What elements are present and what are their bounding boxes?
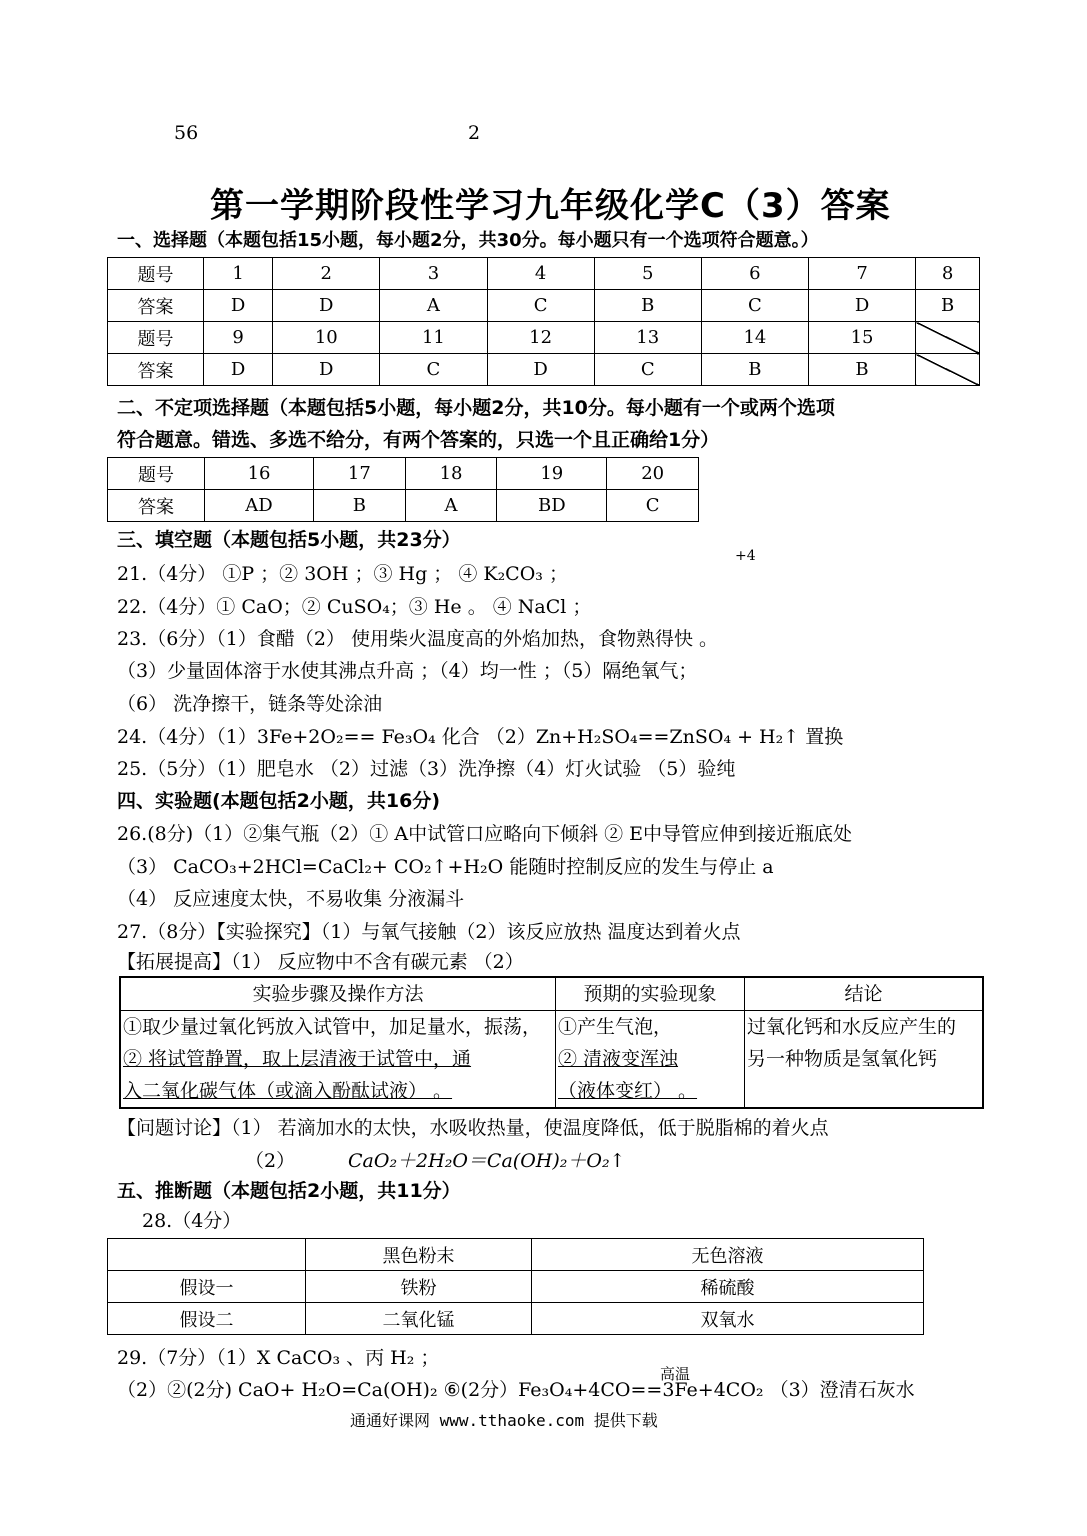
question-cell: 11 [380,322,487,354]
answer-q26-line3: （4） 反应速度太快，不易收集 分液漏斗 [117,888,465,910]
section3-heading: 三、填空题（本题包括5小题，共23分） [117,529,461,551]
table-cell: 铁粉 [306,1271,532,1303]
answer-row [108,354,980,386]
answer-cell: B [808,354,915,386]
question-cell: 19 [497,458,607,490]
answer-row [108,290,980,322]
answer-cell: D [808,290,915,322]
question-cell: 9 [204,322,273,354]
answer-q27-line4-label: （2） [245,1150,296,1172]
table-header-cell: 黑色粉末 [306,1239,532,1271]
page-number-right: 2 [468,122,481,144]
table-cell: 二氧化锰 [306,1303,532,1335]
multi-choice-answer-table [107,457,699,522]
answer-cell: C [701,290,808,322]
question-cell: 13 [594,322,701,354]
answer-q27-line1: 27.（8分）【实验探究】（1）与氧气接触（2）该反应放热 温度达到着火点 [117,921,741,943]
page-number-left: 56 [174,122,199,144]
section5-heading: 五、推断题（本题包括2小题，共11分） [117,1180,461,1202]
answer-cell: C [380,354,487,386]
question-cell: 8 [916,258,980,290]
inference-table [107,1238,924,1335]
question-cell: 2 [273,258,380,290]
row-label: 题号 [108,458,205,490]
answer-cell: D [204,354,273,386]
answer-cell: D [273,290,380,322]
answer-q22: 22.（4分）① CaO；② CuSO₄；③ He 。 ④ NaCl ； [117,596,592,618]
answer-cell: A [405,490,497,522]
answer-q27-equation: CaO₂＋2H₂O＝Ca(OH)₂＋O₂↑ [348,1150,626,1172]
question-row [108,458,699,490]
document-title: 第一学期阶段性学习九年级化学C（3）答案 [210,186,891,226]
question-cell: 20 [607,458,699,490]
answer-cell: A [380,290,487,322]
answer-q26-line1: 26.(8分)（1）②集气瓶（2）① A中试管口应略向下倾斜 ② E中导管应伸到接近瓶底处 [117,823,853,845]
empty-diagonal-cell [916,322,980,354]
answer-cell: D [487,354,594,386]
question-cell: 5 [594,258,701,290]
answer-q28: 28.（4分） [142,1210,242,1232]
answer-q24: 24.（4分）（1）3Fe+2O₂== Fe₃O₄ 化合 （2）Zn+H₂SO₄==ZnSO₄ + H₂↑ 置换 [117,726,844,748]
question-cell: 4 [487,258,594,290]
row-label: 答案 [108,290,204,322]
row-label: 题号 [108,258,204,290]
question-cell: 6 [701,258,808,290]
table-header-cell: 结论 [745,977,984,1011]
answer-cell: B [701,354,808,386]
table-header-cell [108,1239,306,1271]
phenomenon-line: ② 清液变浑浊 [558,1048,679,1070]
table-header-cell: 无色溶液 [532,1239,924,1271]
table-row [108,1271,924,1303]
answer-q27-line2: 【拓展提高】（1） 反应物中不含有碳元素 （2） [117,951,524,973]
answer-cell: C [487,290,594,322]
table-cell: 双氧水 [532,1303,924,1335]
phenomenon-line: （液体变红） 。 [558,1080,698,1102]
table-header-row [120,977,983,1011]
row-label: 答案 [108,490,205,522]
question-row [108,258,980,290]
section2-heading-line2: 符合题意。错选、多选不给分，有两个答案的，只选一个且正确给1分） [117,429,720,451]
row-label: 题号 [108,322,204,354]
answer-cell: BD [497,490,607,522]
section1-heading: 一、选择题（本题包括15小题，每小题2分，共30分。每小题只有一个选项符合题意。） [117,230,819,251]
table-cell: 假设二 [108,1303,306,1335]
table-cell-phenomena [556,1011,745,1109]
question-cell: 3 [380,258,487,290]
table-cell: 假设一 [108,1271,306,1303]
answer-cell: B [314,490,406,522]
answer-cell: B [594,290,701,322]
table-cell-conclusion [745,1011,984,1109]
valence-superscript: +4 [735,548,756,564]
answer-q26-line2: （3） CaCO₃+2HCl=CaCl₂+ CO₂↑+H₂O 能随时控制反应的发生与停止 a [117,856,774,878]
step-line: ①取少量过氧化钙放入试管中，加足量水，振荡， [123,1016,542,1038]
answer-q27-line3: 【问题讨论】（1） 若滴加水的太快，水吸收热量，使温度降低，低于脱脂棉的着火点 [117,1117,829,1139]
answer-q23-line3: （6） 洗净擦干，链条等处涂油 [117,693,383,715]
question-cell: 15 [808,322,915,354]
answer-q23-line1: 23.（6分）（1）食醋（2） 使用柴火温度高的外焰加热，食物熟得快 。 [117,628,719,650]
answer-q23-line2: （3）少量固体溶于水使其沸点升高 ；（4）均一性 ；（5）隔绝氧气； [117,660,698,682]
empty-diagonal-cell [916,354,980,386]
question-cell: 10 [273,322,380,354]
section2-heading-line1: 二、不定项选择题（本题包括5小题，每小题2分，共10分。每小题有一个或两个选项 [117,397,835,419]
table-row [108,1303,924,1335]
question-cell: 12 [487,322,594,354]
question-cell: 18 [405,458,497,490]
answer-q25: 25.（5分）（1）肥皂水 （2）过滤（3）洗净擦（4）灯火试验 （5）验纯 [117,758,736,780]
answer-cell: D [204,290,273,322]
question-cell: 1 [204,258,273,290]
table-header-cell: 实验步骤及操作方法 [120,977,556,1011]
conclusion-line: 另一种物质是氢氧化钙 [747,1048,938,1070]
answer-cell: AD [205,490,314,522]
step-line: 入二氧化碳气体（或滴入酚酞试液） 。 [123,1080,453,1102]
question-cell: 16 [205,458,314,490]
question-cell: 17 [314,458,406,490]
question-cell: 7 [808,258,915,290]
phenomenon-line: ①产生气泡， [558,1016,673,1038]
reaction-condition: 高温 [660,1365,691,1383]
answer-q29-line2: （2）②(2分) CaO+ H₂O=Ca(OH)₂ ⑥(2分）Fe₃O₄+4CO==3Fe+4CO₂ （3）澄清石灰水 [117,1379,915,1401]
step-line: ② 将试管静置，取上层清液于试管中，通 [123,1048,472,1070]
table-header-row [108,1239,924,1271]
row-label: 答案 [108,354,204,386]
table-cell-steps [120,1011,556,1109]
answer-cell: D [273,354,380,386]
answer-q29-line1: 29.（7分）（1）X CaCO₃ 、丙 H₂ ； [117,1347,440,1369]
section4-heading: 四、实验题(本题包括2小题，共16分) [117,790,441,812]
answer-row [108,490,699,522]
answer-cell: C [594,354,701,386]
question-row [108,322,980,354]
answer-q21: 21.（4分） ①P ；② 3OH ；③ Hg ； ④ K₂CO₃ ； [117,563,568,585]
table-row [120,1011,983,1109]
question-cell: 14 [701,322,808,354]
answer-cell: B [916,290,980,322]
table-cell: 稀硫酸 [532,1271,924,1303]
choice-answer-table [107,257,980,386]
answer-cell: C [607,490,699,522]
table-header-cell: 预期的实验现象 [556,977,745,1011]
experiment-table [119,976,984,1109]
conclusion-line: 过氧化钙和水反应产生的 [747,1016,957,1038]
footer-text: 通通好课网 www.tthaoke.com 提供下载 [350,1411,658,1430]
